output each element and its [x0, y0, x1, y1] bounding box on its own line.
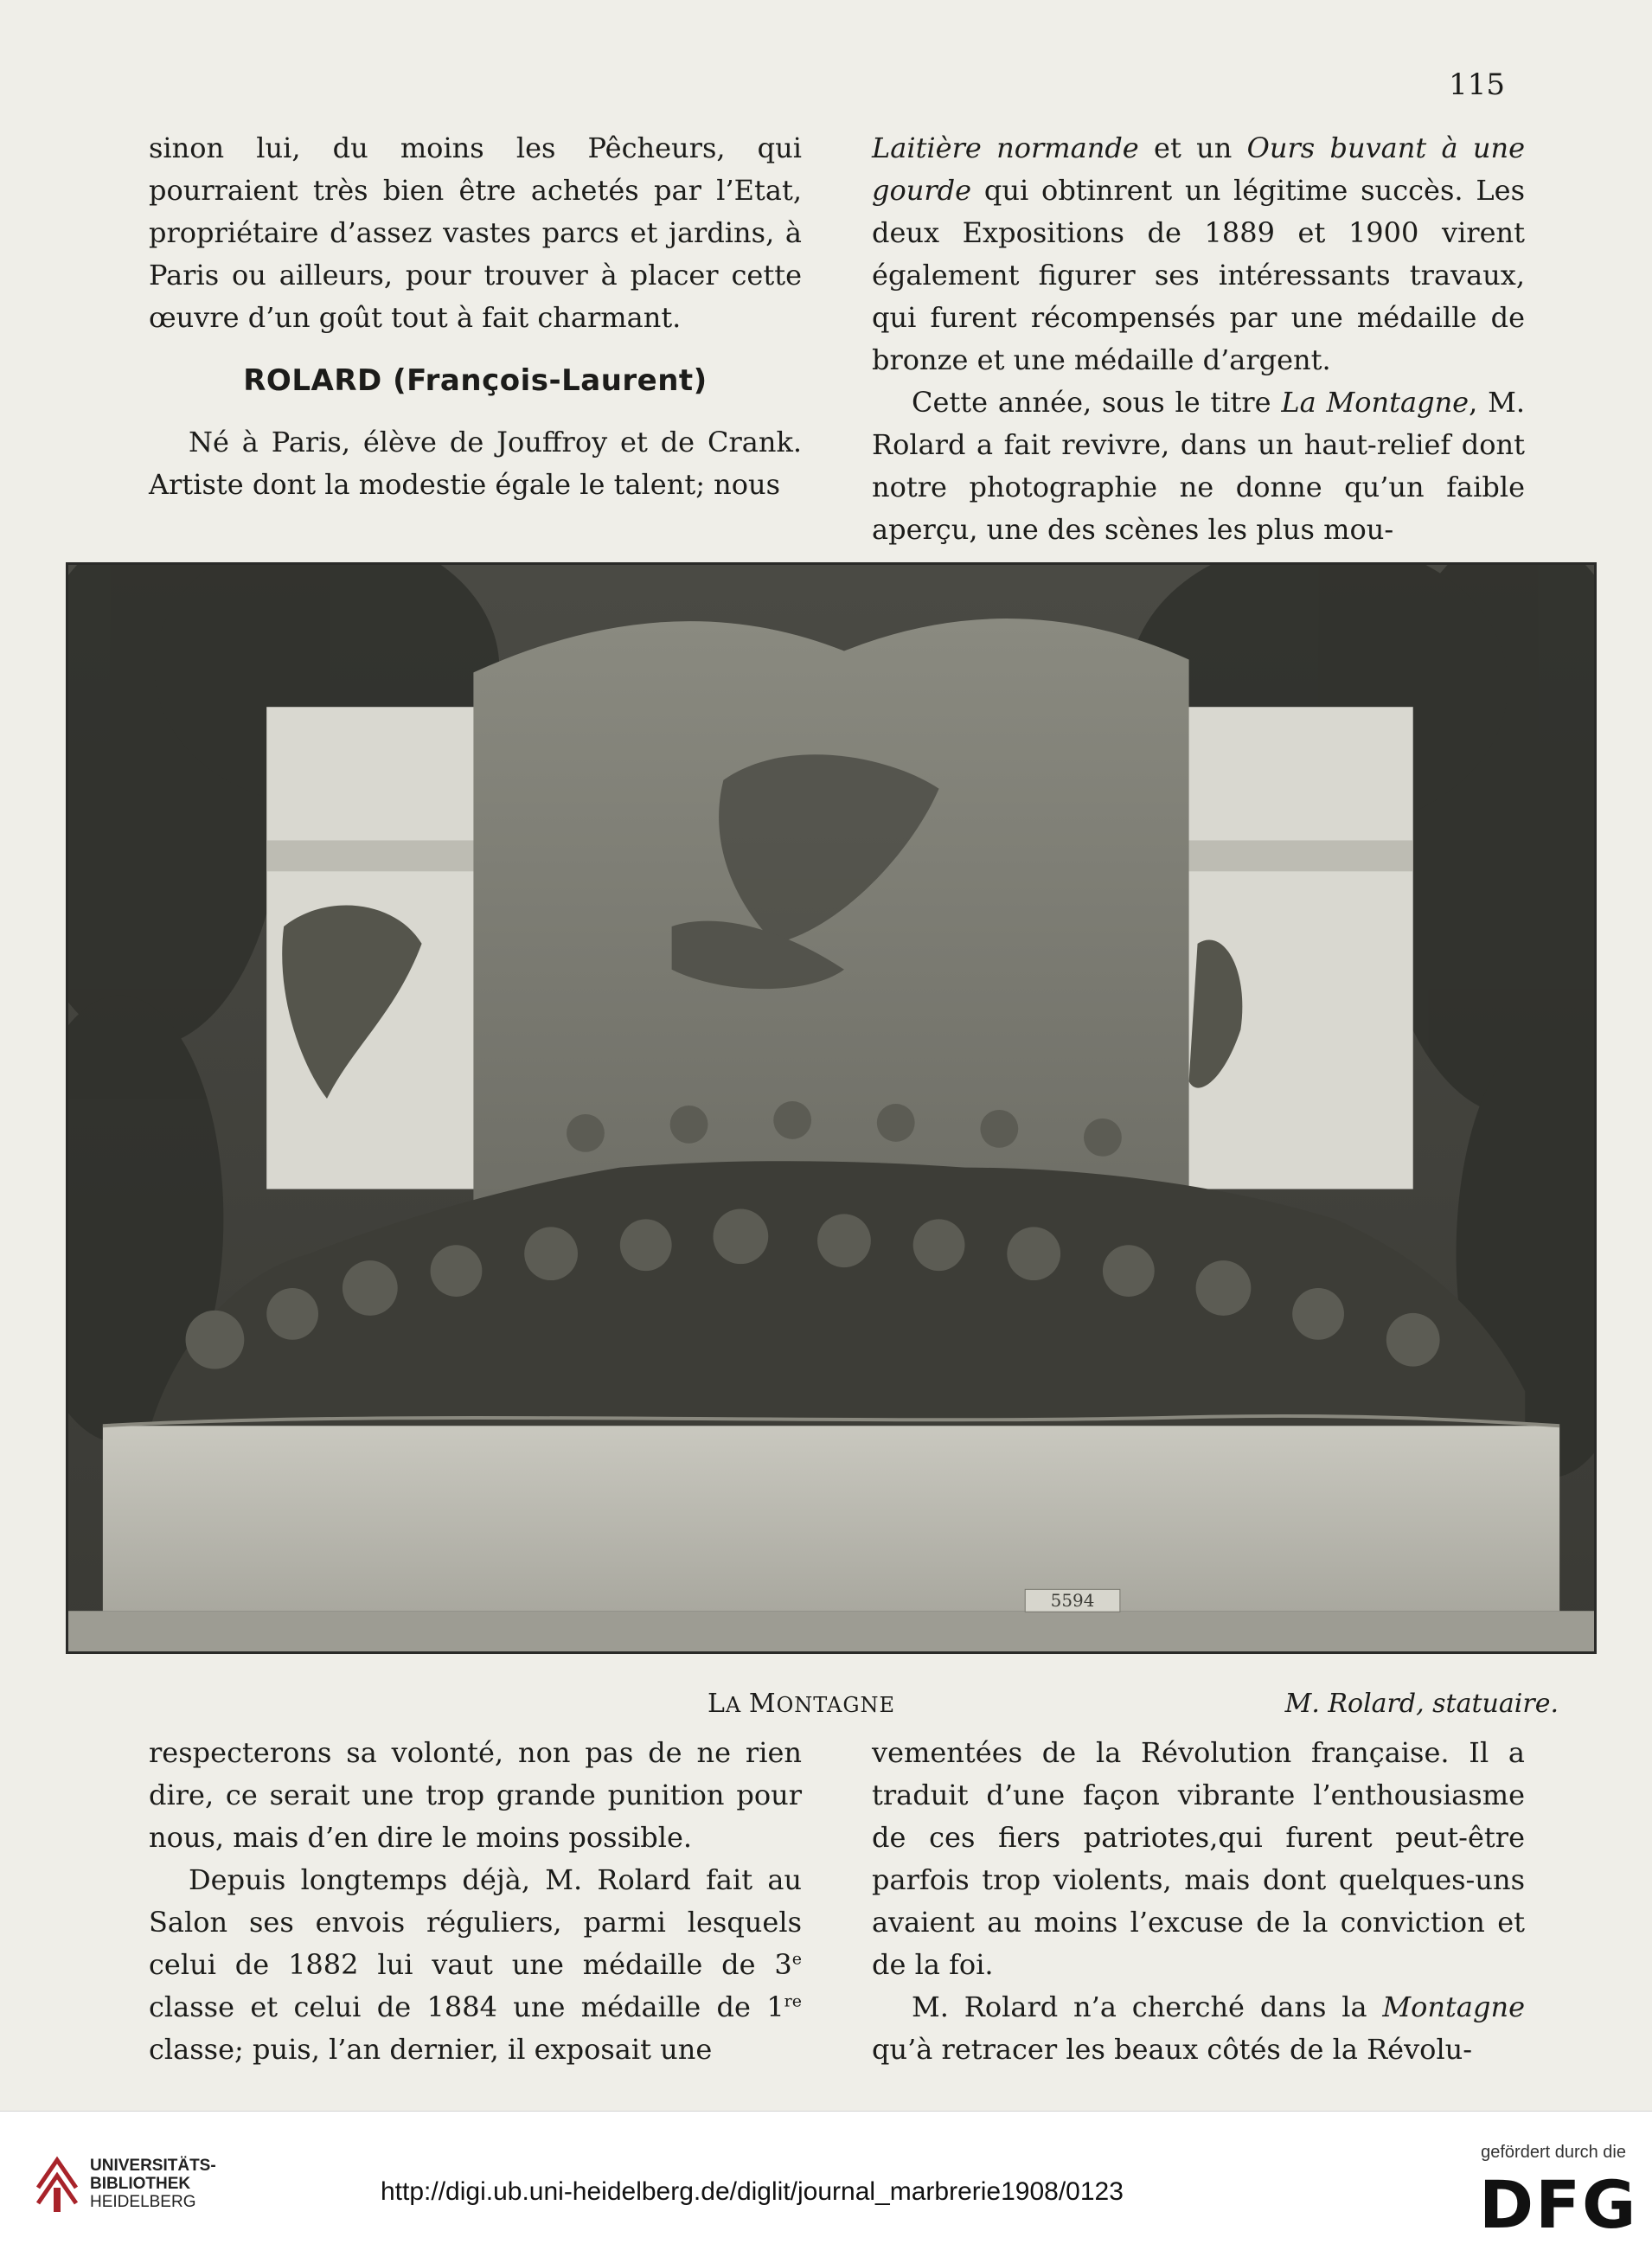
left-column-top: [149, 127, 802, 506]
permalink-url[interactable]: http://digi.ub.uni-heidelberg.de/diglit/journal_marbrerie1908/0123: [381, 2177, 1124, 2206]
text-run: et un: [1138, 131, 1247, 164]
text-run: Depuis longtemps déjà, M. Rolard fait au Salon ses envois réguliers, parmi lesquels celui de 1882 lui vaut une médaille de 3: [149, 1863, 802, 1981]
italic-title-montagne: Montagne: [1382, 1990, 1525, 2023]
section-heading-rolard: [149, 360, 802, 402]
photo-caption-title: [708, 1689, 895, 1719]
text-run: qui obtinrent un légitime succès. Les deux Expositions de 1889 et 1900 virent également figurer ses intéressants travaux, qui furent récompensés par une médaille de bronze et une médaille d’argent.: [872, 174, 1525, 376]
text-run: classe; puis, l’an dernier, il exposait une: [149, 2033, 713, 2066]
text-run: M. Rolard n’a cherché dans la: [912, 1990, 1383, 2023]
italic-title-montagne: La Montagne: [1281, 386, 1470, 419]
italic-title-ours: Ours buvant à une gourde: [872, 131, 1526, 207]
dfg-logo: DFG: [1479, 2166, 1638, 2243]
italic-title-laitiere: Laitière normande: [872, 131, 1139, 164]
sculpture-photo-illustration: [68, 565, 1594, 1651]
text-run: Cette année, sous le titre: [912, 386, 1282, 419]
paragraph-works: [872, 127, 1525, 381]
ordinal-suffix: e: [791, 1949, 802, 1969]
left-column-bottom: [149, 1732, 802, 2071]
paragraph-pecheurs: sinon lui, du moins les Pêcheurs, qui pourraient très bien être achetés par l’Etat, propriétaire d’assez vastes parcs et jardins, à Paris ou ailleurs, pour trouver à placer cette œuvre d’un goût tout à fait charmant.: [149, 131, 802, 334]
right-column-bottom: [872, 1732, 1525, 2071]
right-column-top: [872, 127, 1525, 551]
paragraph-volonte: respecterons sa volonté, non pas de ne rien dire, ce serait une trop grande punition pour nous, mais d’en dire le moins possible.: [149, 1736, 802, 1854]
caption-letters: ONTAGNE: [776, 1693, 896, 1717]
library-name-line: BIBLIOTHEK: [90, 2175, 191, 2193]
plaque-number: 5594: [1050, 1591, 1095, 1612]
ordinal-suffix: re: [784, 1991, 802, 2011]
photograph-la-montagne: [66, 562, 1597, 1654]
page-number: 115: [1449, 67, 1505, 102]
funding-label: gefördert durch die: [1481, 2143, 1626, 2162]
text-run: classe et celui de 1884 une médaille de 1: [149, 1990, 784, 2023]
university-library-logo-icon: [35, 2153, 80, 2215]
paragraph-montagne-intro: [872, 381, 1525, 551]
paragraph-revolution: vementées de la Révolution française. Il a traduit d’une façon vibrante l’enthousiasme de ces fiers patriotes,qui furent peut-être parfois trop violents, mais dont quelques-uns avaient au moins l’excuse de la conviction et de la foi.: [872, 1736, 1525, 1981]
text-run: , M. Rolard a fait revivre, dans un haut-relief dont notre photographie ne donne qu’un faible aperçu, une des scènes les plus mou-: [872, 386, 1526, 546]
caption-letter: M: [748, 1689, 777, 1719]
photo-caption-credit: M. Rolard, statuaire.: [1284, 1689, 1559, 1719]
paragraph-salon: [149, 1859, 802, 2071]
text-run: qu’à retracer les beaux côtés de la Révolu-: [872, 2033, 1473, 2066]
caption-letter: L: [708, 1689, 726, 1719]
library-name-line: HEIDELBERG: [90, 2193, 196, 2211]
paragraph-biography: Né à Paris, élève de Jouffroy et de Crank. Artiste dont la modestie égale le talent; nous: [149, 426, 802, 501]
paragraph-beaux-cotes: [872, 1986, 1525, 2071]
library-name-line: UNIVERSITÄTS-: [90, 2157, 216, 2175]
digitization-footer: [0, 2111, 1652, 2250]
heading-surname: ROLARD: [243, 363, 382, 398]
heading-given-names: (François-Laurent): [393, 363, 708, 398]
caption-letters: A: [725, 1693, 749, 1717]
library-name: [90, 2157, 216, 2211]
